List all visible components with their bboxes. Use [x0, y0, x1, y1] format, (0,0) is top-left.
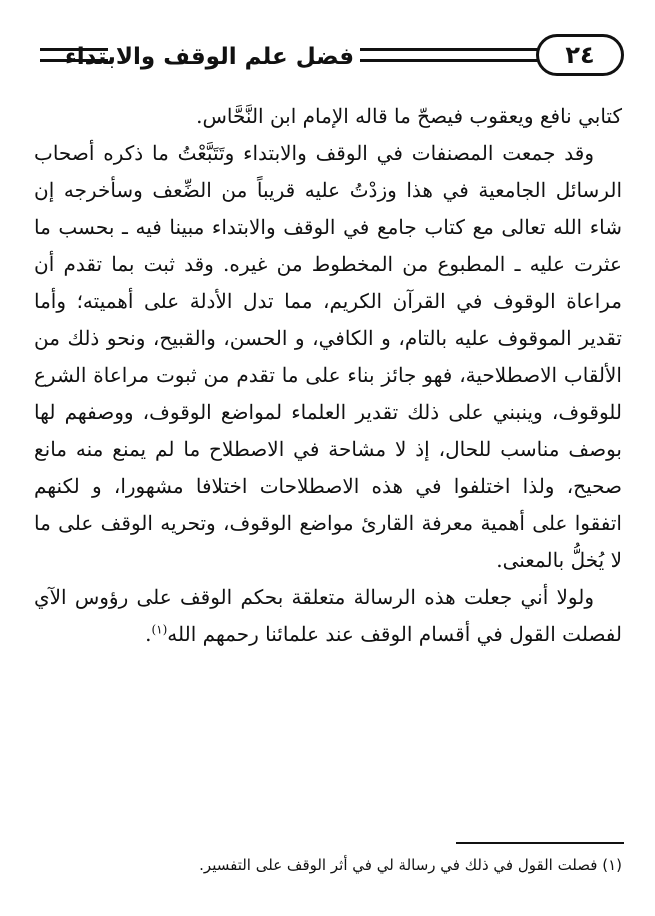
main-text [34, 98, 622, 653]
paragraph-3-end: . [145, 622, 152, 646]
running-header [26, 26, 632, 86]
paragraph-2: وقد جمعت المصنفات في الوقف والابتداء وتَتَبَّعْتُ ما ذكره أصحاب الرسائل الجامعية في هذا وزدْتُ عليه قريباً من الضِّعف وسأخرجه إن شاء الله تعالى مع كتاب جامع في الوقف والابتداء مبينا فيه ـ بحسب ما عثرت عليه ـ المطبوع من المخطوط من غيره. وقد ثبت بما تقدم أن مراعاة الوقوف في القرآن الكريم، مما تدل الأدلة على أهميته؛ وأما تقدير الموقوف عليه بالتام، و الكافي، و الحسن، والقبيح، ونحو ذلك من الألقاب الاصطلاحية، فهو جائز بناء على ما تقدم من ثبوت مراعاة الشرع للوقوف، وينبني على ذلك تقدير العلماء لمواضع الوقوف، ووصفهم لها بوصف مناسب للحال، إذ لا مشاحة في الاصطلاح ما لم يمنع منه مانع صحيح، ولذا اختلفوا في هذه الاصطلاحات اختلافا مشهورا، و لكنهم اتفقوا على أهمية معرفة القارئ مواضع الوقوف، وتحريه الوقف على ما لا يُخلُّ بالمعنى. [34, 141, 622, 572]
footnote-divider [456, 842, 624, 844]
running-title: فضل علم الوقف والابتداء [64, 44, 354, 70]
footnote-1: (١) فصلت القول في ذلك في رسالة لي في أثر الوقف على التفسير. [199, 856, 622, 874]
page-number: ٢٤ [536, 34, 624, 76]
header-rule-right [360, 48, 540, 62]
footnote-reference: (١) [151, 622, 168, 637]
paragraph-1: كتابي نافع ويعقوب فيصحّ ما قاله الإمام ابن النَّحَّاس. [196, 104, 622, 128]
paragraph-3-text: ولولا أني جعلت هذه الرسالة متعلقة بحكم الوقف على رؤوس الآي لفصلت القول في أقسام الوقف عند علمائنا رحمهم الله [34, 585, 622, 646]
paragraph-3 [34, 579, 622, 653]
